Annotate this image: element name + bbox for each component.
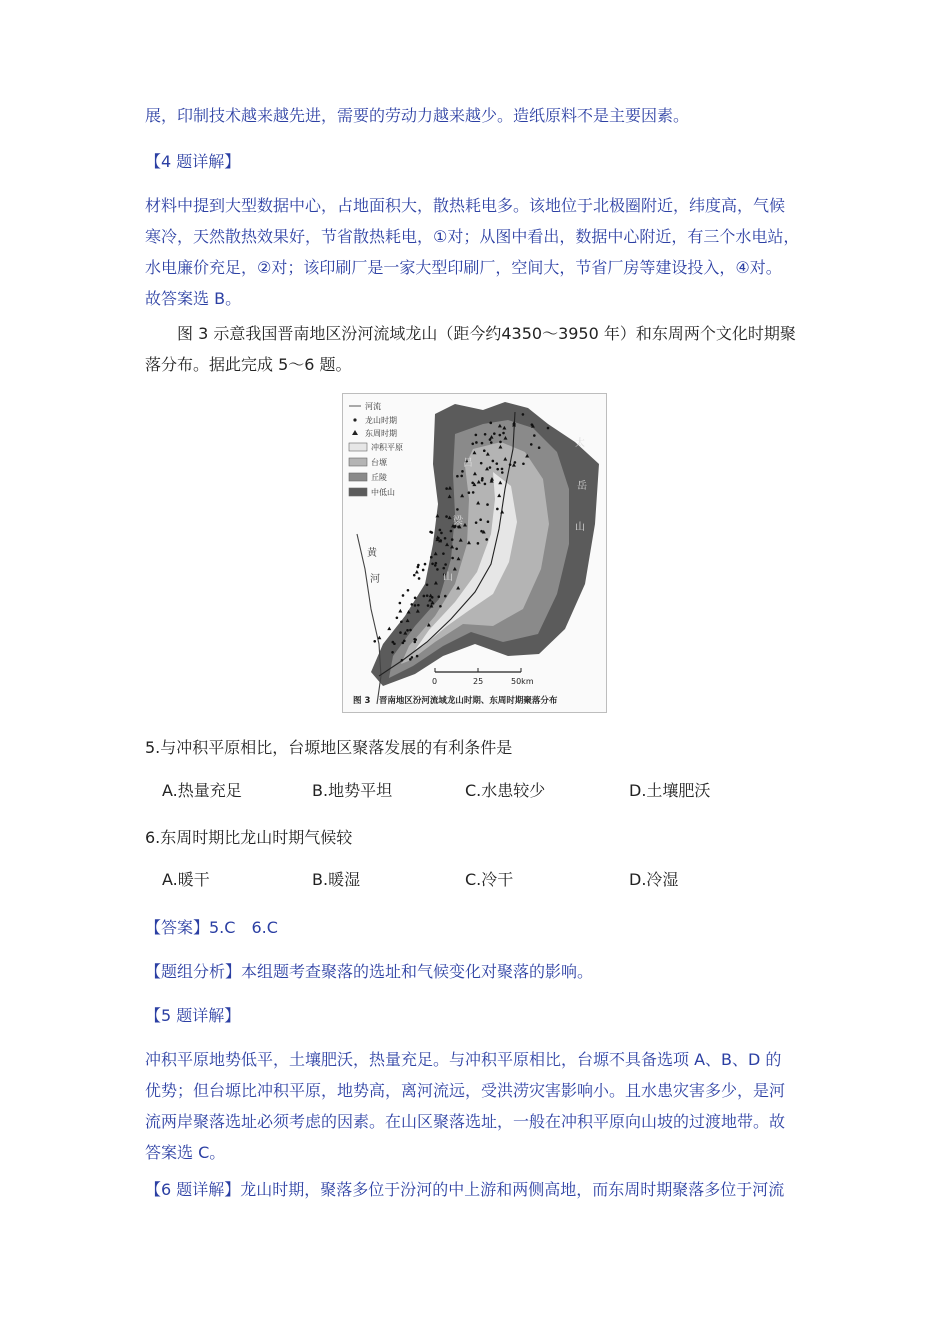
- longshan-settlement-marker: [499, 434, 502, 437]
- text-line: 寒冷，天然散热效果好，节省散热耗电，①对；从图中看出，数据中心附近，有三个水电站，: [145, 227, 800, 246]
- longshan-settlement-marker: [481, 442, 484, 445]
- longshan-settlement-marker: [499, 441, 502, 444]
- text-line: 流两岸聚落选址必须考虑的因素。在山区聚落选址，一般在冲积平原向山坡的过渡地带。故: [145, 1112, 786, 1131]
- longshan-settlement-marker: [392, 641, 395, 644]
- longshan-settlement-marker: [410, 603, 413, 606]
- longshan-settlement-marker: [487, 520, 490, 523]
- answer-line: 【答案】5.C 6.C: [145, 918, 278, 937]
- longshan-settlement-marker: [396, 616, 399, 619]
- longshan-settlement-marker: [416, 655, 419, 658]
- longshan-settlement-marker: [414, 638, 417, 641]
- longshan-settlement-marker: [424, 563, 427, 566]
- longshan-settlement-marker: [483, 449, 486, 452]
- text-line: 图 3 示意我国晋南地区汾河流域龙山（距今约4350～3950 年）和东周两个文化时期聚: [177, 324, 796, 343]
- figure-caption: 图 3 晋南地区汾河流域龙山时期、东周时期聚落分布: [353, 696, 558, 706]
- longshan-settlement-marker: [407, 589, 410, 592]
- longshan-settlement-marker: [431, 562, 434, 565]
- q6-options: [162, 867, 822, 895]
- longshan-settlement-marker: [439, 605, 442, 608]
- longshan-settlement-marker: [444, 563, 447, 566]
- scale-label: 50km: [511, 677, 534, 686]
- longshan-settlement-marker: [522, 462, 525, 465]
- text-line: 优势；但台塬比冲积平原，地势高，离河流远，受洪涝灾害影响小。且水患灾害多少，是河: [145, 1081, 786, 1100]
- longshan-settlement-marker: [501, 471, 504, 474]
- longshan-settlement-marker: [399, 602, 402, 605]
- figure-map: [342, 393, 607, 713]
- longshan-settlement-marker: [477, 542, 480, 545]
- question-intro: [145, 318, 825, 380]
- longshan-settlement-marker: [489, 422, 492, 425]
- longshan-settlement-marker: [509, 463, 512, 466]
- q6-option-c[interactable]: C.冷干: [465, 870, 514, 889]
- longshan-settlement-marker: [492, 460, 495, 463]
- legend-hill-label: 丘陵: [371, 473, 387, 482]
- longshan-settlement-marker: [417, 604, 420, 607]
- q5-options: [162, 778, 822, 806]
- longshan-settlement-marker: [471, 442, 474, 445]
- longshan-settlement-marker: [538, 446, 541, 449]
- longshan-settlement-marker: [451, 557, 454, 560]
- longshan-settlement-marker: [422, 569, 425, 572]
- longshan-settlement-marker: [439, 529, 442, 532]
- longshan-settlement-marker: [434, 564, 437, 567]
- longshan-settlement-marker: [533, 434, 536, 437]
- q5-option-a[interactable]: A.热量充足: [162, 781, 242, 800]
- longshan-settlement-marker: [495, 462, 498, 465]
- longshan-settlement-marker: [475, 441, 478, 444]
- longshan-settlement-marker: [427, 604, 430, 607]
- legend-dongzhou-symbol: [352, 430, 358, 435]
- longshan-settlement-marker: [439, 539, 442, 542]
- label-taiyue-3: 山: [575, 522, 585, 533]
- label-huanghe-2: 河: [370, 574, 380, 585]
- longshan-settlement-marker: [486, 503, 489, 506]
- longshan-settlement-marker: [426, 594, 429, 597]
- label-lvliang-1: 吕: [463, 458, 473, 469]
- longshan-settlement-marker: [489, 438, 492, 441]
- longshan-settlement-marker: [411, 656, 414, 659]
- legend-hill-swatch: [349, 473, 367, 481]
- longshan-settlement-marker: [436, 568, 439, 571]
- longshan-settlement-marker: [414, 641, 417, 644]
- longshan-settlement-marker: [479, 518, 482, 521]
- scale-label: 0: [432, 677, 438, 686]
- longshan-settlement-marker: [461, 470, 464, 473]
- q5-header: 【5 题详解】: [145, 1006, 241, 1025]
- paragraph-top: [145, 100, 825, 131]
- longshan-settlement-marker: [423, 595, 426, 598]
- longshan-settlement-marker: [414, 604, 417, 607]
- longshan-settlement-marker: [468, 491, 471, 494]
- text-line: 水电廉价充足，②对；该印刷厂是一家大型印刷厂，空间大，节省厂房等建设投入，④对。: [145, 258, 782, 277]
- longshan-settlement-marker: [490, 441, 493, 444]
- longshan-settlement-marker: [456, 508, 459, 511]
- longshan-settlement-marker: [480, 462, 483, 465]
- longshan-settlement-marker: [414, 597, 417, 600]
- q6-explanation: 【6 题详解】龙山时期，聚落多位于汾河的中上游和两侧高地，而东周时期聚落多位于河流: [145, 1180, 785, 1199]
- longshan-settlement-marker: [442, 552, 445, 555]
- longshan-settlement-marker: [402, 594, 405, 597]
- longshan-settlement-marker: [501, 468, 504, 471]
- legend-plain-label: 冲积平原: [371, 443, 403, 452]
- label-lvliang-3: 山: [443, 572, 453, 583]
- q6-option-a[interactable]: A.暖干: [162, 870, 210, 889]
- longshan-settlement-marker: [435, 562, 438, 565]
- dongzhou-settlement-marker: [415, 570, 419, 574]
- longshan-settlement-marker: [480, 530, 483, 533]
- longshan-settlement-marker: [417, 564, 420, 567]
- longshan-settlement-marker: [547, 427, 550, 430]
- text-line: 展，印制技术越来越先进，需要的劳动力越来越少。造纸原料不是主要因素。: [145, 106, 690, 125]
- q6-option-d[interactable]: D.冷湿: [629, 870, 679, 889]
- longshan-settlement-marker: [485, 538, 488, 541]
- label-huanghe-1: 黄: [367, 548, 377, 559]
- longshan-settlement-marker: [440, 532, 443, 535]
- q5-option-d[interactable]: D.土壤肥沃: [629, 781, 711, 800]
- longshan-settlement-marker: [489, 466, 492, 469]
- dongzhou-settlement-marker: [387, 627, 391, 631]
- legend-plain-swatch: [349, 443, 367, 451]
- longshan-settlement-marker: [409, 629, 412, 632]
- q6-option-b[interactable]: B.暖湿: [312, 870, 361, 889]
- longshan-settlement-marker: [430, 556, 433, 559]
- q6-stem: 6.东周时期比龙山时期气候较: [145, 828, 353, 847]
- text-line: 落分布。据此完成 5～6 题。: [145, 355, 352, 374]
- legend-terrace-swatch: [349, 458, 367, 466]
- longshan-settlement-marker: [413, 574, 416, 577]
- analysis-line: 【题组分析】本组题考查聚落的选址和气候变化对聚落的影响。: [145, 962, 594, 981]
- longshan-settlement-marker: [399, 631, 402, 634]
- legend-terrace-label: 台塬: [371, 458, 387, 467]
- longshan-settlement-marker: [460, 475, 463, 478]
- map-scale-bar: [432, 668, 534, 686]
- longshan-settlement-marker: [431, 531, 434, 534]
- longshan-settlement-marker: [403, 640, 406, 643]
- longshan-settlement-marker: [484, 433, 487, 436]
- longshan-settlement-marker: [475, 521, 478, 524]
- longshan-settlement-marker: [444, 537, 447, 540]
- label-taiyue-1: 太: [575, 438, 585, 449]
- longshan-settlement-marker: [451, 538, 454, 541]
- longshan-settlement-marker: [401, 659, 404, 662]
- text-line: 材料中提到大型数据中心，占地面积大，散热耗电多。该地位于北极圈附近，纬度高，气候: [145, 196, 786, 215]
- scale-label: 25: [473, 677, 484, 686]
- label-taiyue-2: 岳: [577, 481, 587, 492]
- dongzhou-settlement-marker: [398, 609, 402, 613]
- longshan-settlement-marker: [400, 620, 403, 623]
- legend-mountain-label: 中低山: [371, 488, 395, 497]
- longshan-settlement-marker: [426, 583, 429, 586]
- legend-longshan-label: 龙山时期: [365, 416, 397, 425]
- longshan-settlement-marker: [481, 477, 484, 480]
- longshan-settlement-marker: [475, 434, 478, 437]
- text-line: 答案选 C。: [145, 1143, 226, 1162]
- longshan-settlement-marker: [496, 468, 499, 471]
- label-lvliang-2: 梁: [453, 516, 463, 527]
- legend-longshan-symbol: [353, 418, 356, 421]
- longshan-settlement-marker: [530, 443, 533, 446]
- longshan-settlement-marker: [391, 651, 394, 654]
- map-svg: [343, 394, 606, 712]
- q5-option-c[interactable]: C.水患较少: [465, 781, 546, 800]
- longshan-settlement-marker: [455, 548, 458, 551]
- longshan-settlement-marker: [373, 640, 376, 643]
- legend-dongzhou-label: 东周时期: [365, 429, 397, 438]
- longshan-settlement-marker: [472, 491, 475, 494]
- q5-option-b[interactable]: B.地势平坦: [312, 781, 393, 800]
- longshan-settlement-marker: [445, 487, 448, 490]
- longshan-settlement-marker: [493, 432, 496, 435]
- q4-explanation: [145, 190, 825, 314]
- longshan-settlement-marker: [450, 530, 453, 533]
- longshan-settlement-marker: [444, 595, 447, 598]
- longshan-settlement-marker: [437, 595, 440, 598]
- longshan-settlement-marker: [456, 475, 459, 478]
- text-line: 故答案选 B。: [145, 289, 242, 308]
- longshan-settlement-marker: [471, 482, 474, 485]
- legend-river-label: 河流: [365, 402, 381, 411]
- longshan-settlement-marker: [442, 567, 445, 570]
- longshan-settlement-marker: [418, 577, 421, 580]
- longshan-settlement-marker: [406, 629, 409, 632]
- map-legend: [349, 401, 403, 497]
- longshan-settlement-marker: [445, 515, 448, 518]
- q5-stem: 5.与冲积平原相比，台塬地区聚落发展的有利条件是: [145, 738, 513, 757]
- legend-mountain-swatch: [349, 488, 367, 496]
- q5-explanation: [145, 1044, 825, 1168]
- longshan-settlement-marker: [496, 508, 499, 511]
- text-line: 冲积平原地势低平，土壤肥沃，热量充足。与冲积平原相比，台塬不具备选项 A、B、D 的: [145, 1050, 782, 1069]
- longshan-settlement-marker: [484, 483, 487, 486]
- q4-header: 【4 题详解】: [145, 152, 241, 171]
- longshan-settlement-marker: [522, 413, 525, 416]
- longshan-settlement-marker: [502, 432, 505, 435]
